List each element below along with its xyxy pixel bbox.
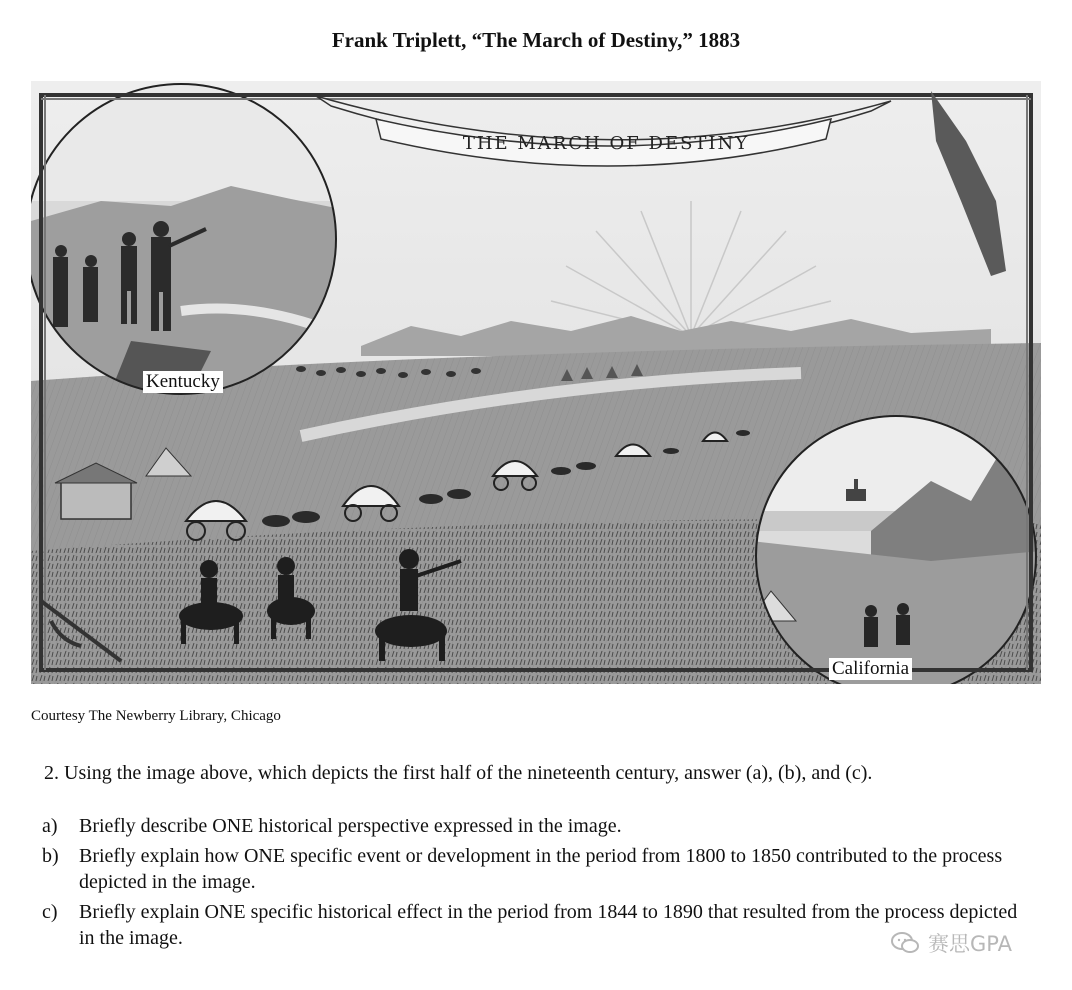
- figure-title: Frank Triplett, “The March of Destiny,” 1883: [331, 28, 741, 52]
- question-number: 2.: [44, 762, 59, 784]
- banner-text: THE MARCH OF DESTINY: [462, 133, 750, 154]
- part-text: Briefly explain how ONE specific event or development in the period from 1800 to 1850 contributed to the process depicted in the image.: [79, 845, 1003, 893]
- march-of-destiny-engraving: [31, 81, 1041, 684]
- part-letter: c): [42, 901, 58, 923]
- part-letter: b): [42, 845, 59, 867]
- part-text: Briefly explain ONE specific historical effect in the period from 1844 to 1890 that resulted from the process depicted in the image.: [79, 901, 1018, 949]
- watermark: [890, 928, 1012, 958]
- kentucky-label: Kentucky: [143, 371, 223, 393]
- part-a: [42, 813, 1042, 839]
- part-b: [42, 843, 1042, 895]
- image-credit: Courtesy The Newberry Library, Chicago: [31, 708, 281, 724]
- part-text: Briefly describe ONE historical perspective expressed in the image.: [79, 815, 622, 837]
- question-prompt: [44, 760, 1044, 786]
- part-letter: a): [42, 815, 58, 837]
- california-label: California: [829, 658, 912, 680]
- wechat-icon: [890, 930, 920, 956]
- question-text: Using the image above, which depicts the first half of the nineteenth century, answer (a), (b), and (c).: [64, 762, 873, 784]
- watermark-text: 赛思GPA: [928, 932, 1012, 956]
